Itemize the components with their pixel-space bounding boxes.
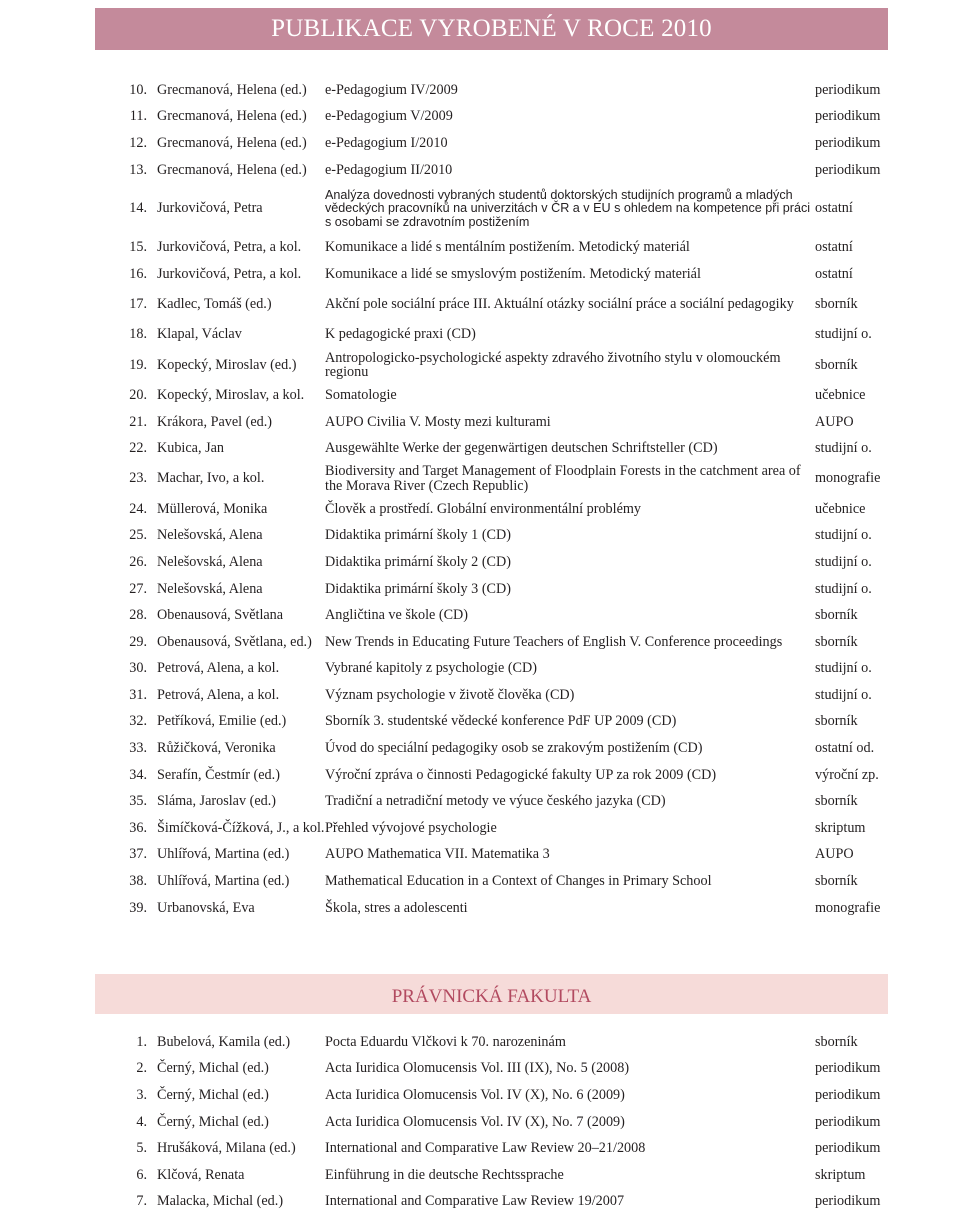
row-title: Ausgewählte Werke der gegenwärtigen deutschen Schriftsteller (CD) xyxy=(325,440,718,457)
row-title: International and Comparative Law Review 20–21/2008 xyxy=(325,1140,646,1157)
row-type: monografie xyxy=(815,470,881,487)
row-number: 36. xyxy=(129,819,147,836)
row-author: Šimíčková-Čížková, J., a kol. xyxy=(157,819,325,836)
row-title: Biodiversity and Target Management of Floodplain Forests in the catchment area of the Morava River (Czech Republic) xyxy=(325,463,801,494)
row-title: Sborník 3. studentské vědecké konference PdF UP 2009 (CD) xyxy=(325,713,677,730)
row-number: 1. xyxy=(136,1033,147,1050)
row-type: AUPO xyxy=(815,413,854,430)
page-title: PUBLIKACE VYROBENÉ V ROCE 2010 xyxy=(271,15,712,42)
row-author: Müllerová, Monika xyxy=(157,500,268,517)
row-type: periodikum xyxy=(815,1086,881,1103)
row-number: 22. xyxy=(129,440,147,457)
row-type: studijní o. xyxy=(815,527,872,544)
row-type: sborník xyxy=(815,1033,858,1050)
row-number: 5. xyxy=(136,1140,147,1157)
row-title: Akční pole sociální práce III. Aktuální otázky sociální práce a sociální pedagogiky xyxy=(325,296,794,313)
row-number: 18. xyxy=(129,326,147,343)
row-title: International and Comparative Law Review 19/2007 xyxy=(325,1193,625,1210)
table-row xyxy=(95,788,888,815)
table-row xyxy=(95,656,888,683)
table-row xyxy=(95,322,888,349)
row-author: Hrušáková, Milana (ed.) xyxy=(157,1140,296,1157)
row-type: výroční zp. xyxy=(815,766,879,783)
table-row xyxy=(95,234,888,261)
table-row xyxy=(95,1109,888,1136)
row-title: Pocta Eduardu Vlčkovi k 70. narozeninám xyxy=(325,1033,566,1050)
table-row xyxy=(95,261,888,288)
row-title: Didaktika primární školy 1 (CD) xyxy=(325,527,511,544)
row-number: 23. xyxy=(129,470,147,487)
row-author: Grecmanová, Helena (ed.) xyxy=(157,81,307,98)
table-row xyxy=(95,762,888,789)
row-number: 20. xyxy=(129,386,147,403)
row-author: Růžičková, Veronika xyxy=(157,740,276,757)
row-title: Vybrané kapitoly z psychologie (CD) xyxy=(325,660,537,677)
row-author: Nelešovská, Alena xyxy=(157,553,263,570)
row-title: Komunikace a lidé se smyslovým postižením. Metodický materiál xyxy=(325,265,701,282)
row-title: Acta Iuridica Olomucensis Vol. III (IX), No. 5 (2008) xyxy=(325,1060,630,1077)
row-title: Význam psychologie v životě člověka (CD) xyxy=(325,686,575,703)
row-title: Acta Iuridica Olomucensis Vol. IV (X), No. 7 (2009) xyxy=(325,1113,625,1130)
table-row xyxy=(95,382,888,409)
row-number: 26. xyxy=(129,553,147,570)
table-row xyxy=(95,549,888,576)
row-author: Serafín, Čestmír (ed.) xyxy=(157,766,280,783)
table-row xyxy=(95,1135,888,1162)
row-type: studijní o. xyxy=(815,326,872,343)
row-number: 25. xyxy=(129,527,147,544)
row-type: učebnice xyxy=(815,500,866,517)
row-author: Krákora, Pavel (ed.) xyxy=(157,413,273,430)
table-row xyxy=(95,682,888,709)
table-row xyxy=(95,157,888,184)
table-row xyxy=(95,1029,888,1056)
row-type: studijní o. xyxy=(815,660,872,677)
row-type: sborník xyxy=(815,793,858,810)
row-number: 13. xyxy=(129,161,147,178)
row-type: periodikum xyxy=(815,108,881,125)
row-type: AUPO xyxy=(815,846,854,863)
row-author: Bubelová, Kamila (ed.) xyxy=(157,1033,291,1050)
row-number: 3. xyxy=(136,1086,147,1103)
row-number: 29. xyxy=(129,633,147,650)
row-author: Černý, Michal (ed.) xyxy=(157,1086,269,1103)
row-title: Výroční zpráva o činnosti Pedagogické fakulty UP za rok 2009 (CD) xyxy=(325,766,717,783)
row-author: Grecmanová, Helena (ed.) xyxy=(157,134,307,151)
row-type: sborník xyxy=(815,296,858,313)
row-number: 33. xyxy=(129,740,147,757)
row-title: Somatologie xyxy=(325,386,397,403)
table-row xyxy=(95,523,888,550)
row-type: studijní o. xyxy=(815,553,872,570)
row-number: 17. xyxy=(129,296,147,313)
row-author: Kopecký, Miroslav, a kol. xyxy=(157,386,305,403)
row-type: učebnice xyxy=(815,386,866,403)
row-number: 19. xyxy=(129,356,147,373)
table-row xyxy=(95,104,888,131)
table-row xyxy=(95,576,888,603)
row-title: Einführung in die deutsche Rechtssprache xyxy=(325,1166,564,1183)
row-author: Nelešovská, Alena xyxy=(157,527,263,544)
row-number: 24. xyxy=(129,500,147,517)
row-title: Didaktika primární školy 3 (CD) xyxy=(325,580,511,597)
row-number: 34. xyxy=(129,766,147,783)
row-type: sborník xyxy=(815,873,858,890)
row-author: Jurkovičová, Petra xyxy=(157,200,263,217)
row-author: Uhlířová, Martina (ed.) xyxy=(157,873,290,890)
table-row xyxy=(95,815,888,842)
row-title: Člověk a prostředí. Globální environmentální problémy xyxy=(325,500,641,517)
row-title: Didaktika primární školy 2 (CD) xyxy=(325,553,511,570)
row-title: e-Pedagogium IV/2009 xyxy=(325,81,458,98)
row-number: 10. xyxy=(129,81,147,98)
row-type: sborník xyxy=(815,356,858,373)
row-author: Grecmanová, Helena (ed.) xyxy=(157,108,307,125)
row-number: 30. xyxy=(129,660,147,677)
row-author: Petrová, Alena, a kol. xyxy=(157,686,280,703)
row-type: periodikum xyxy=(815,1060,881,1077)
row-author: Kubica, Jan xyxy=(157,440,224,457)
row-title: Úvod do speciální pedagogiky osob se zrakovým postižením (CD) xyxy=(325,740,703,757)
row-number: 39. xyxy=(129,899,147,916)
row-type: ostatní od. xyxy=(815,740,875,757)
table-row xyxy=(95,496,888,523)
row-type: periodikum xyxy=(815,134,881,151)
row-author: Jurkovičová, Petra, a kol. xyxy=(157,239,302,256)
row-type: ostatní xyxy=(815,239,853,256)
row-number: 16. xyxy=(129,265,147,282)
row-author: Petříková, Emilie (ed.) xyxy=(157,713,287,730)
row-title: Komunikace a lidé s mentálním postižením. Metodický materiál xyxy=(325,239,690,256)
row-title: Škola, stres a adolescenti xyxy=(325,899,468,916)
row-title: e-Pedagogium I/2010 xyxy=(325,134,448,151)
row-type: sborník xyxy=(815,607,858,624)
table-row xyxy=(95,288,888,322)
table-row xyxy=(95,735,888,762)
table-row xyxy=(95,77,888,104)
row-title: AUPO Mathematica VII. Matematika 3 xyxy=(325,846,550,863)
row-title: e-Pedagogium V/2009 xyxy=(325,108,453,125)
row-author: Petrová, Alena, a kol. xyxy=(157,660,280,677)
table-row xyxy=(95,1056,888,1083)
publication-table xyxy=(95,77,888,921)
row-type: periodikum xyxy=(815,81,881,98)
row-author: Uhlířová, Martina (ed.) xyxy=(157,846,290,863)
row-number: 21. xyxy=(129,413,147,430)
table-row xyxy=(95,409,888,436)
row-title: Angličtina ve škole (CD) xyxy=(325,607,469,624)
row-type: periodikum xyxy=(815,1193,881,1210)
row-author: Jurkovičová, Petra, a kol. xyxy=(157,265,302,282)
table-row xyxy=(95,435,888,462)
row-type: monografie xyxy=(815,899,881,916)
row-number: 15. xyxy=(129,239,147,256)
table-row xyxy=(95,1082,888,1109)
row-type: studijní o. xyxy=(815,440,872,457)
row-author: Sláma, Jaroslav (ed.) xyxy=(157,793,276,810)
row-type: periodikum xyxy=(815,161,881,178)
row-author: Nelešovská, Alena xyxy=(157,580,263,597)
row-number: 11. xyxy=(129,108,147,125)
row-number: 38. xyxy=(129,873,147,890)
section-banner xyxy=(95,974,888,1014)
row-number: 2. xyxy=(136,1060,147,1077)
row-type: studijní o. xyxy=(815,580,872,597)
row-type: skriptum xyxy=(815,819,866,836)
row-author: Kadlec, Tomáš (ed.) xyxy=(157,296,272,313)
table-row xyxy=(95,1189,888,1215)
row-number: 31. xyxy=(129,686,147,703)
publication-table-law xyxy=(95,1029,888,1215)
row-author: Malacka, Michal (ed.) xyxy=(157,1193,284,1210)
row-type: periodikum xyxy=(815,1140,881,1157)
row-author: Obenausová, Světlana xyxy=(157,607,284,624)
section-title: PRÁVNICKÁ FAKULTA xyxy=(391,986,592,1007)
table-row xyxy=(95,709,888,736)
row-author: Černý, Michal (ed.) xyxy=(157,1113,269,1130)
table-row xyxy=(95,895,888,922)
row-title: e-Pedagogium II/2010 xyxy=(325,161,453,178)
row-type: ostatní xyxy=(815,265,853,282)
row-author: Obenausová, Světlana, ed.) xyxy=(157,633,312,650)
row-type: skriptum xyxy=(815,1166,866,1183)
table-row xyxy=(95,1162,888,1189)
row-author: Urbanovská, Eva xyxy=(157,899,255,916)
row-title: Analýza dovednosti vybraných studentů doktorských studijních programů a mladých vědeckých pracovníků na univerzitách v ČR a v EU s ohledem na kompetence při práci s osobami se zdravotním postižením xyxy=(325,187,811,229)
row-author: Klapal, Václav xyxy=(157,326,242,343)
row-number: 6. xyxy=(136,1166,147,1183)
row-title: Antropologicko-psychologické aspekty zdravého životního stylu v olomouckém regionu xyxy=(325,349,781,381)
row-title: Tradiční a netradiční metody ve výuce českého jazyka (CD) xyxy=(325,793,666,810)
row-number: 7. xyxy=(136,1193,147,1210)
row-number: 14. xyxy=(129,200,147,217)
table-row xyxy=(95,462,888,496)
row-type: ostatní xyxy=(815,200,853,217)
row-number: 12. xyxy=(129,134,147,151)
row-author: Klčová, Renata xyxy=(157,1166,245,1183)
table-row xyxy=(95,629,888,656)
table-row xyxy=(95,842,888,869)
row-type: sborník xyxy=(815,713,858,730)
row-number: 27. xyxy=(129,580,147,597)
row-title: Přehled vývojové psychologie xyxy=(325,819,497,836)
row-number: 4. xyxy=(136,1113,147,1130)
table-row xyxy=(95,602,888,629)
table-row xyxy=(95,348,888,382)
table-row xyxy=(95,183,888,234)
row-number: 35. xyxy=(129,793,147,810)
row-number: 28. xyxy=(129,607,147,624)
row-title: Mathematical Education in a Context of Changes in Primary School xyxy=(325,873,712,890)
row-title: K pedagogické praxi (CD) xyxy=(325,326,476,343)
row-type: sborník xyxy=(815,633,858,650)
row-author: Machar, Ivo, a kol. xyxy=(157,470,265,487)
table-row xyxy=(95,130,888,157)
row-number: 32. xyxy=(129,713,147,730)
row-number: 37. xyxy=(129,846,147,863)
row-title: AUPO Civilia V. Mosty mezi kulturami xyxy=(325,413,551,430)
row-type: periodikum xyxy=(815,1113,881,1130)
row-title: New Trends in Educating Future Teachers of English V. Conference proceedings xyxy=(325,633,783,650)
row-title: Acta Iuridica Olomucensis Vol. IV (X), No. 6 (2009) xyxy=(325,1086,625,1103)
row-author: Černý, Michal (ed.) xyxy=(157,1060,269,1077)
table-row xyxy=(95,868,888,895)
row-author: Grecmanová, Helena (ed.) xyxy=(157,161,307,178)
row-type: studijní o. xyxy=(815,686,872,703)
row-author: Kopecký, Miroslav (ed.) xyxy=(157,356,297,373)
header-banner xyxy=(95,8,888,50)
